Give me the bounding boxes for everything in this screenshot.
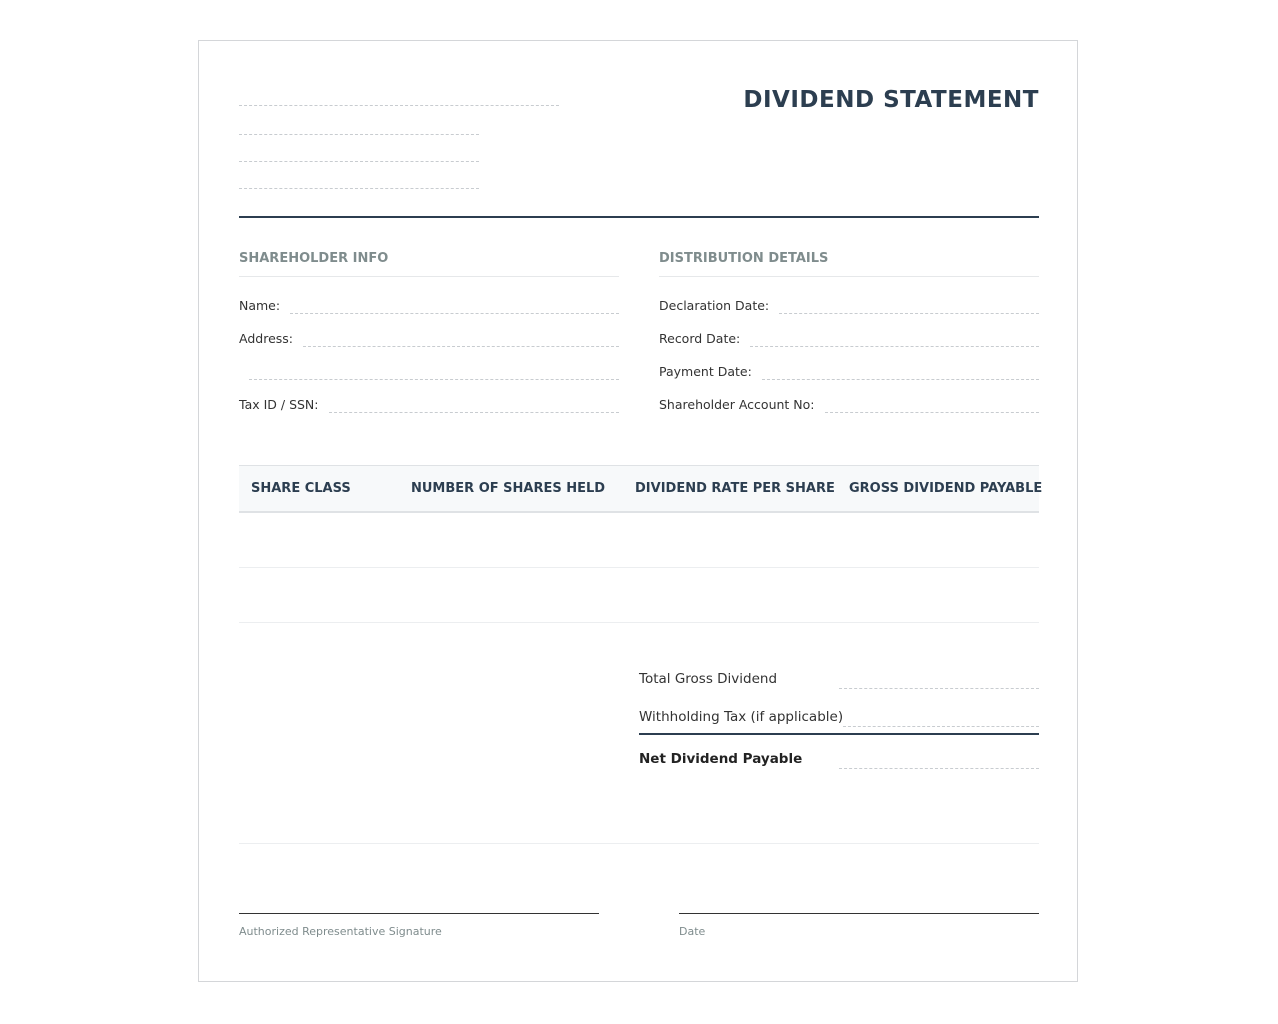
date-signature-label: Date xyxy=(679,925,706,938)
payment-date-label: Payment Date: xyxy=(659,364,752,379)
declaration-date-label: Declaration Date: xyxy=(659,298,770,313)
account-no-input-line[interactable] xyxy=(825,412,1039,413)
record-date-field xyxy=(659,325,1039,347)
representative-signature-block xyxy=(239,913,599,938)
date-signature-block xyxy=(679,913,1039,938)
company-address-line-2[interactable] xyxy=(239,161,479,162)
document-title: DIVIDEND STATEMENT xyxy=(743,87,1039,113)
net-dividend-label: Net Dividend Payable xyxy=(639,751,803,767)
withholding-tax-row xyxy=(639,699,1039,727)
total-gross-dividend-row xyxy=(639,661,1039,689)
name-input-line[interactable] xyxy=(290,313,619,314)
address-field xyxy=(239,325,619,347)
name-field xyxy=(239,292,619,314)
column-header-shares-held: NUMBER OF SHARES HELD xyxy=(411,481,606,496)
tax-id-field xyxy=(239,391,619,413)
table-row[interactable] xyxy=(239,568,1039,623)
address-field-continued xyxy=(239,358,619,380)
address-input-line[interactable] xyxy=(303,346,619,347)
net-total-divider xyxy=(639,733,1039,735)
distribution-details-heading: DISTRIBUTION DETAILS xyxy=(659,251,1039,277)
tax-id-label: Tax ID / SSN: xyxy=(239,397,319,412)
declaration-date-field xyxy=(659,292,1039,314)
address-input-line-2[interactable] xyxy=(249,379,619,380)
payment-date-input-line[interactable] xyxy=(762,379,1039,380)
company-address-line-3[interactable] xyxy=(239,188,479,189)
date-signature-line[interactable] xyxy=(679,913,1039,914)
net-dividend-row xyxy=(639,741,1039,769)
header-divider xyxy=(239,216,1039,218)
table-row[interactable] xyxy=(239,513,1039,568)
column-header-gross-dividend: GROSS DIVIDEND PAYABLE xyxy=(849,481,1043,496)
statement-sheet xyxy=(198,40,1078,982)
company-name-line[interactable] xyxy=(239,105,559,106)
column-header-share-class: SHARE CLASS xyxy=(251,481,351,496)
representative-signature-line[interactable] xyxy=(239,913,599,914)
totals-section xyxy=(639,661,1039,779)
withholding-tax-input-line[interactable] xyxy=(843,726,1039,727)
shareholder-info-section xyxy=(239,251,619,424)
tax-id-input-line[interactable] xyxy=(329,412,620,413)
total-gross-dividend-label: Total Gross Dividend xyxy=(639,671,778,687)
table-header-row xyxy=(239,465,1043,513)
account-no-label: Shareholder Account No: xyxy=(659,397,815,412)
dividend-table xyxy=(239,465,1043,623)
address-label: Address: xyxy=(239,331,293,346)
net-dividend-input-line[interactable] xyxy=(839,768,1039,769)
column-header-rate-per-share: DIVIDEND RATE PER SHARE xyxy=(635,481,835,496)
representative-signature-label: Authorized Representative Signature xyxy=(239,925,442,938)
withholding-tax-label: Withholding Tax (if applicable) xyxy=(639,709,844,725)
record-date-input-line[interactable] xyxy=(750,346,1039,347)
total-gross-dividend-input-line[interactable] xyxy=(839,688,1039,689)
payment-date-field xyxy=(659,358,1039,380)
signature-section-divider xyxy=(239,843,1039,844)
company-address-line-1[interactable] xyxy=(239,134,479,135)
declaration-date-input-line[interactable] xyxy=(779,313,1039,314)
account-no-field xyxy=(659,391,1039,413)
distribution-details-section xyxy=(659,251,1039,424)
name-label: Name: xyxy=(239,298,281,313)
shareholder-info-heading: SHAREHOLDER INFO xyxy=(239,251,619,277)
record-date-label: Record Date: xyxy=(659,331,741,346)
